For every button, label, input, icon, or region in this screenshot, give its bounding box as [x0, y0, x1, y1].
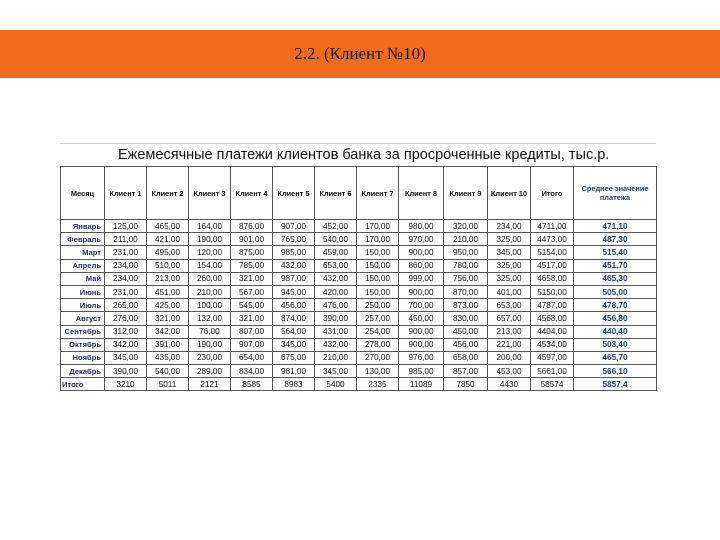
- value-cell: 325,00: [488, 233, 531, 246]
- value-cell: 132,00: [189, 312, 231, 325]
- value-cell: 4711,00: [531, 220, 574, 233]
- value-cell: 4787,00: [531, 299, 574, 312]
- average-cell: 451,70: [574, 259, 657, 272]
- value-cell: 4597,00: [531, 351, 574, 364]
- average-cell: 487,30: [574, 233, 657, 246]
- value-cell: 765,00: [273, 233, 315, 246]
- value-cell: 900,00: [399, 246, 444, 259]
- table-row: [61, 285, 657, 298]
- value-cell: 150,00: [357, 246, 399, 259]
- value-cell: 260,00: [189, 272, 231, 285]
- value-cell: 900,00: [399, 338, 444, 351]
- value-cell: 120,00: [189, 246, 231, 259]
- table-row: [61, 351, 657, 364]
- average-cell: 465,30: [574, 272, 657, 285]
- column-header: Месяц: [61, 167, 105, 220]
- value-cell: 857,00: [444, 365, 488, 378]
- value-cell: 900,00: [399, 285, 444, 298]
- value-cell: 265,00: [105, 299, 147, 312]
- value-cell: 780,00: [444, 259, 488, 272]
- value-cell: 254,00: [357, 325, 399, 338]
- table-row: [61, 325, 657, 338]
- value-cell: 834,00: [231, 365, 273, 378]
- slide-title: 2.2. (Клиент №10): [294, 44, 426, 63]
- value-cell: 451,00: [147, 285, 189, 298]
- value-cell: 657,00: [488, 312, 531, 325]
- value-cell: 100,00: [189, 299, 231, 312]
- value-cell: 390,00: [105, 365, 147, 378]
- average-cell: 471,10: [574, 220, 657, 233]
- value-cell: 234,00: [105, 272, 147, 285]
- value-cell: 860,00: [399, 259, 444, 272]
- average-cell: 515,40: [574, 246, 657, 259]
- table-row: [61, 259, 657, 272]
- value-cell: 4404,00: [531, 325, 574, 338]
- value-cell: 540,00: [315, 233, 357, 246]
- value-cell: 154,00: [189, 259, 231, 272]
- value-cell: 4430: [488, 378, 531, 391]
- value-cell: 2121: [189, 378, 231, 391]
- value-cell: 213,00: [147, 272, 189, 285]
- value-cell: 8983: [273, 378, 315, 391]
- column-header: Клиент 4: [231, 167, 273, 220]
- value-cell: 4473,00: [531, 233, 574, 246]
- value-cell: 425,00: [147, 299, 189, 312]
- value-cell: 453,00: [488, 365, 531, 378]
- value-cell: 190,00: [189, 338, 231, 351]
- value-cell: 3210: [105, 378, 147, 391]
- value-cell: 325,00: [488, 259, 531, 272]
- value-cell: 870,00: [444, 285, 488, 298]
- value-cell: 150,00: [357, 285, 399, 298]
- total-row: [61, 378, 657, 391]
- value-cell: 431,00: [315, 325, 357, 338]
- average-cell: 505,00: [574, 285, 657, 298]
- value-cell: 567,00: [231, 285, 273, 298]
- month-cell: Февраль: [61, 233, 105, 246]
- value-cell: 653,00: [488, 299, 531, 312]
- value-cell: 150,00: [357, 272, 399, 285]
- value-cell: 421,00: [147, 233, 189, 246]
- average-cell: 465,70: [574, 351, 657, 364]
- month-cell: Апрель: [61, 259, 105, 272]
- value-cell: 345,00: [105, 351, 147, 364]
- value-cell: 432,00: [315, 338, 357, 351]
- month-cell: Июль: [61, 299, 105, 312]
- column-header: Клиент 3: [189, 167, 231, 220]
- value-cell: 976,00: [399, 351, 444, 364]
- value-cell: 289,00: [189, 365, 231, 378]
- value-cell: 7850: [444, 378, 488, 391]
- table-row: [61, 338, 657, 351]
- value-cell: 200,00: [488, 351, 531, 364]
- value-cell: 873,00: [444, 299, 488, 312]
- value-cell: 125,00: [105, 220, 147, 233]
- value-cell: 654,00: [231, 351, 273, 364]
- value-cell: 900,00: [399, 325, 444, 338]
- average-cell: 503,40: [574, 338, 657, 351]
- value-cell: 250,00: [357, 299, 399, 312]
- average-cell: 478,70: [574, 299, 657, 312]
- value-cell: 459,00: [315, 246, 357, 259]
- value-cell: 830,00: [444, 312, 488, 325]
- value-cell: 345,00: [315, 365, 357, 378]
- value-cell: 230,00: [189, 351, 231, 364]
- month-cell: Итого: [61, 378, 105, 391]
- value-cell: 170,00: [357, 233, 399, 246]
- column-header: Клиент 2: [147, 167, 189, 220]
- table-row: [61, 246, 657, 259]
- value-cell: 510,00: [147, 259, 189, 272]
- payments-table: [60, 166, 657, 391]
- value-cell: 391,00: [147, 338, 189, 351]
- value-cell: 432,00: [273, 259, 315, 272]
- column-header: Клиент 10: [488, 167, 531, 220]
- header-row: [61, 167, 657, 220]
- value-cell: 2335: [357, 378, 399, 391]
- value-cell: 465,00: [147, 220, 189, 233]
- column-header: Клиент 8: [399, 167, 444, 220]
- table-row: [61, 299, 657, 312]
- value-cell: 675,00: [273, 351, 315, 364]
- value-cell: 540,00: [147, 365, 189, 378]
- value-cell: 270,00: [357, 351, 399, 364]
- value-cell: 456,00: [444, 338, 488, 351]
- average-cell: 5857,4: [574, 378, 657, 391]
- value-cell: 945,00: [273, 285, 315, 298]
- value-cell: 234,00: [488, 220, 531, 233]
- value-cell: 875,00: [231, 246, 273, 259]
- value-cell: 420,00: [315, 285, 357, 298]
- average-cell: 566,10: [574, 365, 657, 378]
- value-cell: 390,00: [315, 312, 357, 325]
- value-cell: 278,00: [357, 338, 399, 351]
- value-cell: 130,00: [357, 365, 399, 378]
- value-cell: 907,00: [231, 338, 273, 351]
- value-cell: 874,00: [273, 312, 315, 325]
- value-cell: 164,00: [189, 220, 231, 233]
- value-cell: 345,00: [488, 246, 531, 259]
- value-cell: 981,00: [273, 365, 315, 378]
- value-cell: 257,00: [357, 312, 399, 325]
- value-cell: 545,00: [231, 299, 273, 312]
- month-cell: Август: [61, 312, 105, 325]
- value-cell: 435,00: [147, 351, 189, 364]
- average-cell: 440,40: [574, 325, 657, 338]
- month-cell: Декабрь: [61, 365, 105, 378]
- value-cell: 987,00: [273, 272, 315, 285]
- value-cell: 970,00: [399, 233, 444, 246]
- month-cell: Октябрь: [61, 338, 105, 351]
- month-cell: Март: [61, 246, 105, 259]
- month-cell: Сентябрь: [61, 325, 105, 338]
- column-header: Среднее значение платежа: [574, 167, 657, 220]
- table-row: [61, 312, 657, 325]
- column-header: Клиент 6: [315, 167, 357, 220]
- value-cell: 432,00: [315, 272, 357, 285]
- value-cell: 907,00: [273, 220, 315, 233]
- value-cell: 211,00: [105, 233, 147, 246]
- value-cell: 190,00: [189, 233, 231, 246]
- value-cell: 401,00: [488, 285, 531, 298]
- column-header: Клиент 5: [273, 167, 315, 220]
- value-cell: 980,00: [399, 220, 444, 233]
- value-cell: 452,00: [315, 220, 357, 233]
- value-cell: 5011: [147, 378, 189, 391]
- month-cell: Июнь: [61, 285, 105, 298]
- month-cell: Май: [61, 272, 105, 285]
- value-cell: 985,00: [273, 246, 315, 259]
- value-cell: 321,00: [231, 272, 273, 285]
- value-cell: 345,00: [273, 338, 315, 351]
- value-cell: 320,00: [444, 220, 488, 233]
- spreadsheet-image: [60, 143, 656, 392]
- column-header: Клиент 7: [357, 167, 399, 220]
- value-cell: 221,00: [488, 338, 531, 351]
- value-cell: 231,00: [105, 285, 147, 298]
- value-cell: 5150,00: [531, 285, 574, 298]
- column-header: Клиент 1: [105, 167, 147, 220]
- value-cell: 213,00: [488, 325, 531, 338]
- value-cell: 985,00: [399, 365, 444, 378]
- value-cell: 658,00: [444, 351, 488, 364]
- table-row: [61, 365, 657, 378]
- table-row: [61, 233, 657, 246]
- column-header: Итого: [531, 167, 574, 220]
- value-cell: 950,00: [444, 246, 488, 259]
- value-cell: 450,00: [444, 325, 488, 338]
- value-cell: 5154,00: [531, 246, 574, 259]
- month-cell: Ноябрь: [61, 351, 105, 364]
- value-cell: 321,00: [147, 312, 189, 325]
- value-cell: 8585: [231, 378, 273, 391]
- value-cell: 76,00: [189, 325, 231, 338]
- value-cell: 4517,00: [531, 259, 574, 272]
- value-cell: 653,00: [315, 259, 357, 272]
- value-cell: 807,00: [231, 325, 273, 338]
- value-cell: 11089: [399, 378, 444, 391]
- value-cell: 5661,00: [531, 365, 574, 378]
- value-cell: 785,00: [231, 259, 273, 272]
- value-cell: 234,00: [105, 259, 147, 272]
- value-cell: 210,00: [189, 285, 231, 298]
- value-cell: 210,00: [315, 351, 357, 364]
- value-cell: 756,00: [444, 272, 488, 285]
- value-cell: 876,00: [231, 220, 273, 233]
- value-cell: 564,00: [273, 325, 315, 338]
- value-cell: 495,00: [147, 246, 189, 259]
- value-cell: 4658,00: [531, 272, 574, 285]
- value-cell: 476,00: [315, 299, 357, 312]
- value-cell: 901,00: [231, 233, 273, 246]
- value-cell: 5400: [315, 378, 357, 391]
- value-cell: 456,00: [273, 299, 315, 312]
- value-cell: 450,00: [399, 312, 444, 325]
- table-title: Ежемесячные платежи клиентов банка за просроченные кредиты, тыс.р.: [118, 147, 610, 163]
- value-cell: 999,00: [399, 272, 444, 285]
- value-cell: 342,00: [147, 325, 189, 338]
- value-cell: 150,00: [357, 259, 399, 272]
- average-cell: 456,80: [574, 312, 657, 325]
- value-cell: 276,00: [105, 312, 147, 325]
- value-cell: 231,00: [105, 246, 147, 259]
- value-cell: 325,00: [488, 272, 531, 285]
- month-cell: Январь: [61, 220, 105, 233]
- value-cell: 210,00: [444, 233, 488, 246]
- value-cell: 321,00: [231, 312, 273, 325]
- value-cell: 700,00: [399, 299, 444, 312]
- value-cell: 4568,00: [531, 312, 574, 325]
- value-cell: 170,00: [357, 220, 399, 233]
- title-banner: [0, 30, 720, 78]
- value-cell: 58574: [531, 378, 574, 391]
- column-header: Клиент 9: [444, 167, 488, 220]
- value-cell: 342,00: [105, 338, 147, 351]
- value-cell: 4534,00: [531, 338, 574, 351]
- table-row: [61, 272, 657, 285]
- value-cell: 312,00: [105, 325, 147, 338]
- table-row: [61, 220, 657, 233]
